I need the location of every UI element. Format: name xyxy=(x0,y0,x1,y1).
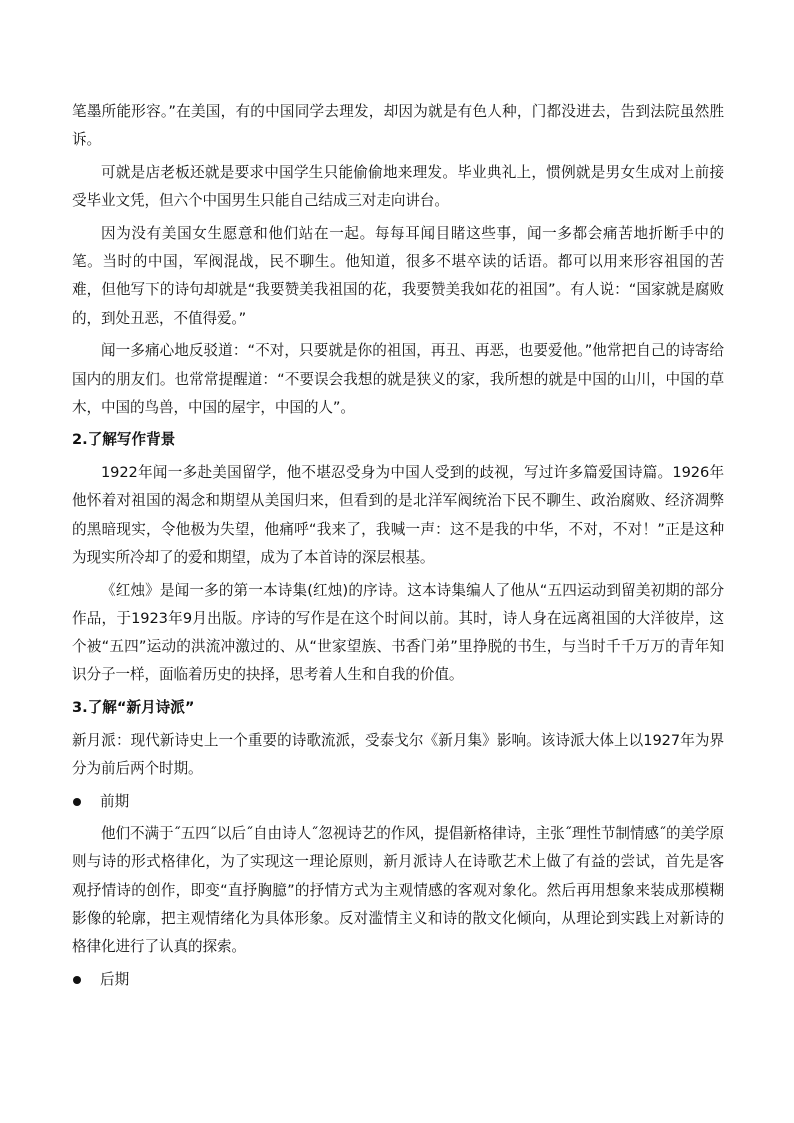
early-period-paragraph: 他们不满于˝五四˝以后˝自由诗人˝忽视诗艺的作风，提倡新格律诗，主张˝理性节制情感˝的美学原则与诗的形式格律化，为了实现这一理论原则，新月派诗人在诗歌艺术上做了有益的尝试，首先是客观抒情诗的创作，即变“直抒胸臆”的抒情方式为主观情感的客观对象化。然后再用想象来装成那模糊影像的轮廓，把主观情绪化为具体形象。反对滥情主义和诗的散文化倾向，从理论到实践上对新诗的格律化进行了认真的探索。 xyxy=(72,825,724,956)
bullet-label: 前期 xyxy=(100,792,130,810)
bullet-early-period xyxy=(72,788,724,816)
background-paragraph-1: 1922年闻一多赴美国留学，他不堪忍受身为中国人受到的歧视，写过许多篇爱国诗篇。1926年他怀着对祖国的渴念和期望从美国归来，但看到的是北洋军阀统治下民不聊生、政治腐败、经济凋弊的黑暗现实，令他极为失望，他痛呼“我来了，我喊一声：这不是我的中华，不对，不对！”正是这种为现实所冷却了的爱和期望，成为了本首诗的深层根基。 xyxy=(72,464,724,566)
section-heading-background: 2.了解写作背景 xyxy=(72,431,176,449)
paragraph-3: 因为没有美国女生愿意和他们站在一起。每每耳闻目睹这些事，闻一多都会痛苦地折断手中的笔。当时的中国，军阀混战，民不聊生。他知道，很多不堪卒读的话语。都可以用来形容祖国的苦难，但他写下的诗句却就是“我要赞美我祖国的花，我要赞美我如花的祖国”。有人说：“国家就是腐败的，到处丑恶，不值得爱。” xyxy=(72,224,724,327)
section-heading-crescent-school: 3.了解“新月诗派” xyxy=(72,699,195,717)
background-paragraph-2: 《红烛》是闻一多的第一本诗集(红烛)的序诗。这本诗集编人了他从“五四运动到留美初期的部分作品，于1923年9月出版。序诗的写作是在这个时间以前。其时，诗人身在远离祖国的大洋彼岸，这个被“五四”运动的洪流冲激过的、从“世家望族、书香门弟”里挣脱的书生，与当时千千万万的青年知识分子一样，面临着历史的抉择，思考着人生和自我的价值。 xyxy=(72,581,724,684)
bullet-label: 后期 xyxy=(100,970,130,988)
paragraph-4: 闻一多痛心地反驳道：“不对，只要就是你的祖国，再丑、再恶，也要爱他。”他常把自己的诗寄给国内的朋友们。也常常提醒道：“不要误会我想的就是狭义的家，我所想的就是中国的山川，中国的草木，中国的鸟兽，中国的屋宇，中国的人”。 xyxy=(72,342,724,416)
paragraph-1: 笔墨所能形容。”在美国，有的中国同学去理发，却因为就是有色人种，门都没进去，告到法院虽然胜诉。 xyxy=(72,103,724,149)
bullet-dot-icon xyxy=(73,976,81,984)
paragraph-2: 可就是店老板还就是要求中国学生只能偷偷地来理发。毕业典礼上，惯例就是男女生成对上前接受毕业文凭，但六个中国男生只能自己结成三对走向讲台。 xyxy=(72,163,724,210)
document-body xyxy=(72,98,724,998)
bullet-dot-icon xyxy=(73,798,81,806)
bullet-late-period xyxy=(72,966,724,994)
crescent-intro: 新月派：现代新诗史上一个重要的诗歌流派，受泰戈尔《新月集》影响。该诗派大体上以1927年为界分为前后两个时期。 xyxy=(72,731,724,777)
